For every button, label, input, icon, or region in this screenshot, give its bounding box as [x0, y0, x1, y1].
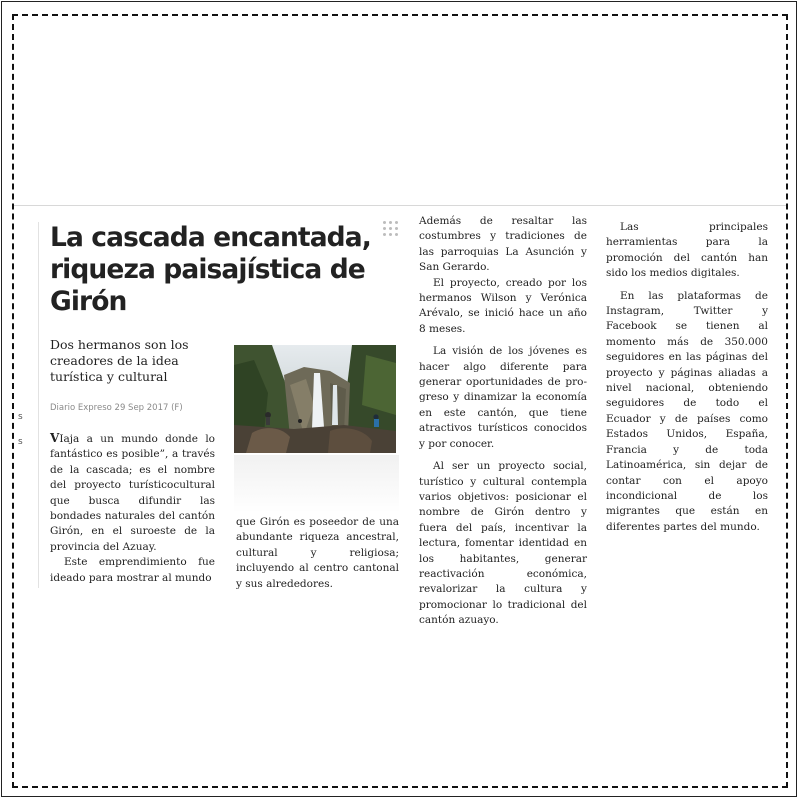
paragraph: que Girón es poseedor de una abundante riqueza ancestral, cultural y religiosa; incluyendo al centro cantonal y sus alrededores.: [236, 516, 399, 590]
article-headline: La cascada encantada, riqueza paisajística de Girón: [50, 222, 371, 317]
article-column-4: [606, 220, 768, 535]
article-column-3: [419, 214, 587, 629]
paragraph: Este emprendimiento fue ideado para mostrar al mundo: [50, 556, 215, 584]
drop-cap: V: [50, 431, 60, 445]
article-column-2: [236, 515, 399, 592]
paragraph: El proyecto, creado por los hermanos Wilson y Verónica Arévalo, se inició hace un año 8 meses.: [419, 276, 587, 335]
side-mark: s: [18, 412, 23, 422]
article-subtitle: Dos hermanos son los creadores de la idea turística y cultural: [50, 337, 189, 384]
paragraph: En las plataformas de Instagram, Twitter y Facebook se tienen al momento más de 350.000 seguidores en las páginas del proyecto y páginas aliadas a nivel nacional, obteniendo seguidores de todo el Ecuador y de países como Estados Unidos, España, Francia y de toda Latinoamérica, sin dejar de contar con el apoyo incondicional de los migrantes que están en diferentes partes del mundo.: [606, 289, 768, 533]
paragraph: [50, 431, 215, 555]
paragraph: La visión de los jóvenes es hacer algo diferente para generar oportunidades de pro- greso y dinamizar la economía en este cantón, que tiene atractivos turísticos conocidos y por conocer.: [419, 345, 587, 450]
paragraph: Al ser un proyecto social, turístico y cultural contempla varios objetivos: posicionar el nombre de Girón dentro y fuera del país, incentivar la lectura, fomentar identidad en los habitantes, generar reactivación económica, revalorizar la cultura y promocionar lo tradicional del cantón azuayo.: [419, 460, 587, 627]
photo-shadow: [234, 455, 399, 513]
waterfall-photo: [234, 345, 396, 453]
article-column-1: [50, 431, 215, 586]
clipping-top-edge: [14, 205, 786, 206]
paragraph: Las principales herramientas para la promoción del cantón han sido los medios digitales.: [606, 221, 768, 280]
clipping-left-edge: [38, 222, 39, 588]
article-byline: Diario Expreso 29 Sep 2017 (F): [50, 403, 183, 413]
paragraph: Además de resaltar las costumbres y tradiciones de las parroquias La Asunción y San Gerardo.: [419, 215, 587, 274]
side-mark: s: [18, 437, 23, 447]
grip-dots-icon[interactable]: [383, 221, 399, 235]
paragraph-text: Iaja a un mundo donde lo fantástico es posible”, a través de la cascada; es el nombre del proyecto turísticocultural que busca difundir las bondades naturales del cantón Girón, en el suroeste de la provincia del Azuay.: [50, 433, 215, 553]
